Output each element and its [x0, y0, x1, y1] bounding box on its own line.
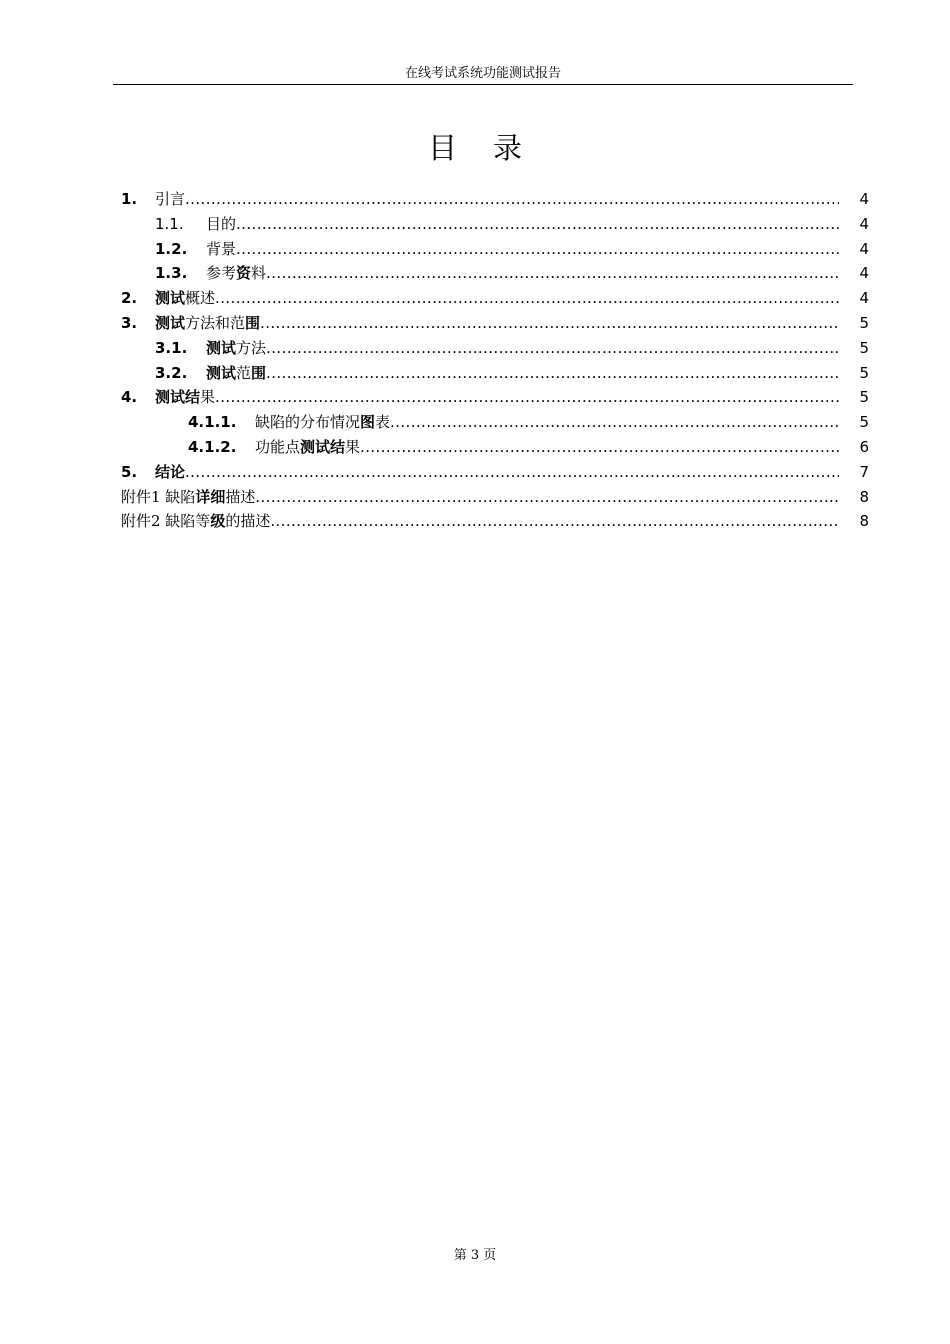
dot-leader	[185, 187, 839, 212]
toc-entry-title-part: 描述	[225, 487, 256, 506]
toc-entry-page-number: 8	[859, 512, 869, 531]
toc-entry-page-number: 4	[859, 264, 869, 283]
toc-entry[interactable]	[121, 336, 869, 361]
dot-leader	[236, 212, 839, 237]
toc-entry-number: 3.1.	[155, 338, 188, 357]
toc-entry-title-part: 方法	[236, 338, 267, 357]
toc-entry-number: 4.1.2.	[188, 437, 237, 456]
toc-entry[interactable]	[121, 509, 869, 534]
toc-entry-title	[206, 237, 236, 262]
dot-leader	[215, 286, 839, 311]
dot-leader	[390, 410, 839, 435]
toc-entry-number: 1.3.	[155, 264, 188, 283]
toc-entry-title	[255, 435, 360, 460]
toc-entry-title-part: 资	[236, 264, 252, 283]
toc-entry-title-part: 围	[251, 363, 267, 382]
toc-entry-title-part: 概述	[185, 289, 216, 308]
toc-entry[interactable]	[121, 311, 869, 336]
toc-entry-page-number: 7	[859, 462, 869, 481]
toc-entry-title	[206, 212, 236, 237]
toc-entry-number: 5.	[121, 462, 138, 481]
toc-entry-number: 4.1.1.	[188, 413, 237, 432]
table-of-contents	[121, 187, 869, 534]
toc-entry-page-number: 5	[859, 413, 869, 432]
dot-leader	[185, 460, 839, 485]
toc-entry[interactable]	[121, 261, 869, 286]
toc-entry[interactable]	[121, 410, 869, 435]
toc-entry-title-part: 表	[375, 413, 391, 432]
toc-entry-page-number: 4	[859, 289, 869, 308]
dot-leader	[360, 435, 839, 460]
toc-entry-title-part: 参考	[206, 264, 237, 283]
toc-entry-title	[206, 336, 266, 361]
toc-entry[interactable]	[121, 385, 869, 410]
toc-entry-title	[255, 410, 390, 435]
toc-entry-title-part: 测试结	[155, 388, 201, 407]
toc-entry-title-part: 测试结	[300, 437, 346, 456]
toc-entry-title	[155, 187, 185, 212]
toc-entry-title-part: 的描述	[225, 512, 271, 531]
dot-leader	[266, 361, 839, 386]
dot-leader	[260, 311, 839, 336]
toc-entry-number: 1.2.	[155, 239, 188, 258]
toc-entry-title-part: 附件1 缺陷	[121, 487, 196, 506]
dot-leader	[236, 237, 839, 262]
toc-entry-title-part: 方法和范	[185, 313, 246, 332]
toc-entry-title-part: 引言	[155, 190, 186, 208]
toc-entry-title-part: 详细	[195, 487, 226, 506]
toc-entry-title-part: 果	[200, 388, 216, 407]
toc-entry[interactable]	[121, 212, 869, 237]
toc-entry-number: 3.	[121, 313, 138, 332]
toc-entry-title-part: 围	[245, 313, 261, 332]
toc-entry-title-part: 范	[236, 363, 252, 382]
toc-entry-title-part: 结论	[155, 462, 186, 481]
toc-entry[interactable]	[121, 286, 869, 311]
toc-entry-title	[155, 311, 260, 336]
dot-leader	[215, 385, 839, 410]
toc-entry-title-part: 缺陷的分布情况	[255, 413, 361, 432]
toc-entry[interactable]	[121, 361, 869, 386]
dot-leader	[266, 261, 839, 286]
toc-entry-page-number: 6	[859, 437, 869, 456]
toc-entry-title	[206, 361, 266, 386]
toc-entry[interactable]	[121, 435, 869, 460]
dot-leader	[266, 336, 839, 361]
toc-entry[interactable]	[121, 460, 869, 485]
toc-entry-title-part: 测试	[206, 338, 237, 357]
toc-entry-title-part: 果	[345, 437, 361, 456]
toc-entry-title-part: 功能点	[255, 437, 301, 456]
toc-entry-title	[121, 485, 255, 510]
page-number-footer: 第 3 页	[453, 1248, 497, 1263]
toc-entry-page-number: 4	[859, 214, 869, 233]
toc-entry[interactable]	[121, 237, 869, 262]
toc-entry-title-part: 目的	[206, 214, 237, 233]
toc-entry[interactable]	[121, 485, 869, 510]
toc-entry-title	[155, 286, 215, 311]
toc-entry-number: 1.1.	[155, 214, 184, 233]
toc-entry-page-number: 5	[859, 338, 869, 357]
toc-entry-page-number: 5	[859, 313, 869, 332]
toc-entry-page-number: 8	[859, 487, 869, 506]
toc-entry-title-part: 测试	[155, 289, 186, 308]
toc-entry-page-number: 4	[859, 239, 869, 258]
toc-entry[interactable]	[121, 187, 869, 212]
header-rule	[113, 84, 853, 85]
running-header: 在线考试系统功能测试报告	[404, 66, 561, 81]
toc-entry-number: 1.	[121, 190, 138, 208]
toc-entry-page-number: 5	[859, 388, 869, 407]
toc-entry-page-number: 4	[859, 190, 869, 208]
toc-entry-title	[121, 509, 270, 534]
toc-entry-title-part: 背景	[206, 239, 237, 258]
toc-entry-number: 3.2.	[155, 363, 188, 382]
toc-entry-title-part: 测试	[155, 313, 186, 332]
toc-entry-title-part: 图	[360, 413, 376, 432]
toc-entry-number: 2.	[121, 289, 138, 308]
toc-title: 目录	[427, 131, 558, 165]
toc-entry-title-part: 附件2 缺陷等	[121, 512, 211, 531]
dot-leader	[255, 485, 839, 510]
toc-entry-title-part: 测试	[206, 363, 237, 382]
toc-entry-title-part: 料	[251, 264, 267, 283]
toc-entry-title	[155, 460, 185, 485]
toc-entry-page-number: 5	[859, 363, 869, 382]
toc-entry-title	[206, 261, 266, 286]
toc-entry-title	[155, 385, 215, 410]
dot-leader	[270, 509, 839, 534]
toc-entry-title-part: 级	[210, 512, 226, 531]
toc-entry-number: 4.	[121, 388, 138, 407]
